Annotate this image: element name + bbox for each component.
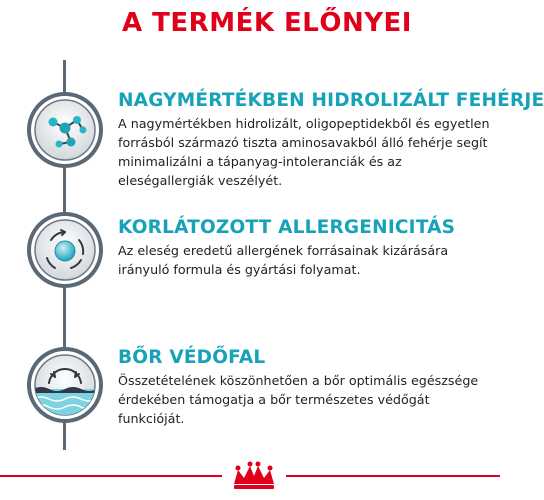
section-body: A nagymértékben hidrolizált, oligopeptidekből és egyetlen forrásból származó tiszta aminosavakból álló fehérje segít minimalizálni a tápanyag-intoleranciák és az eleségallergiák veszélyét. xyxy=(118,116,490,188)
section-heading: NAGYMÉRTÉKBEN HIDROLIZÁLT FEHÉRJE xyxy=(118,90,544,111)
section-body: Az eleség eredetű allergének forrásainak kizárására irányuló formula és gyártási folyamat. xyxy=(118,243,449,277)
molecule-icon xyxy=(25,90,105,170)
section-body: Összetételének köszönhetően a bőr optimális egészsége érdekében támogatja a bőr természetes védőgát funkcióját. xyxy=(118,373,479,426)
section-heading: BŐR VÉDŐFAL xyxy=(118,347,266,368)
allergen-cell-icon xyxy=(25,210,105,290)
page-title: A TERMÉK ELŐNYEI xyxy=(122,8,412,38)
section-heading: KORLÁTOZOTT ALLERGENICITÁS xyxy=(118,217,456,238)
royal-canin-crown-icon xyxy=(222,458,286,492)
benefit-section-skin-barrier xyxy=(118,347,498,428)
benefit-section-allergenicity xyxy=(118,217,498,279)
skin-barrier-icon xyxy=(25,345,105,425)
benefit-section-protein xyxy=(118,90,544,190)
